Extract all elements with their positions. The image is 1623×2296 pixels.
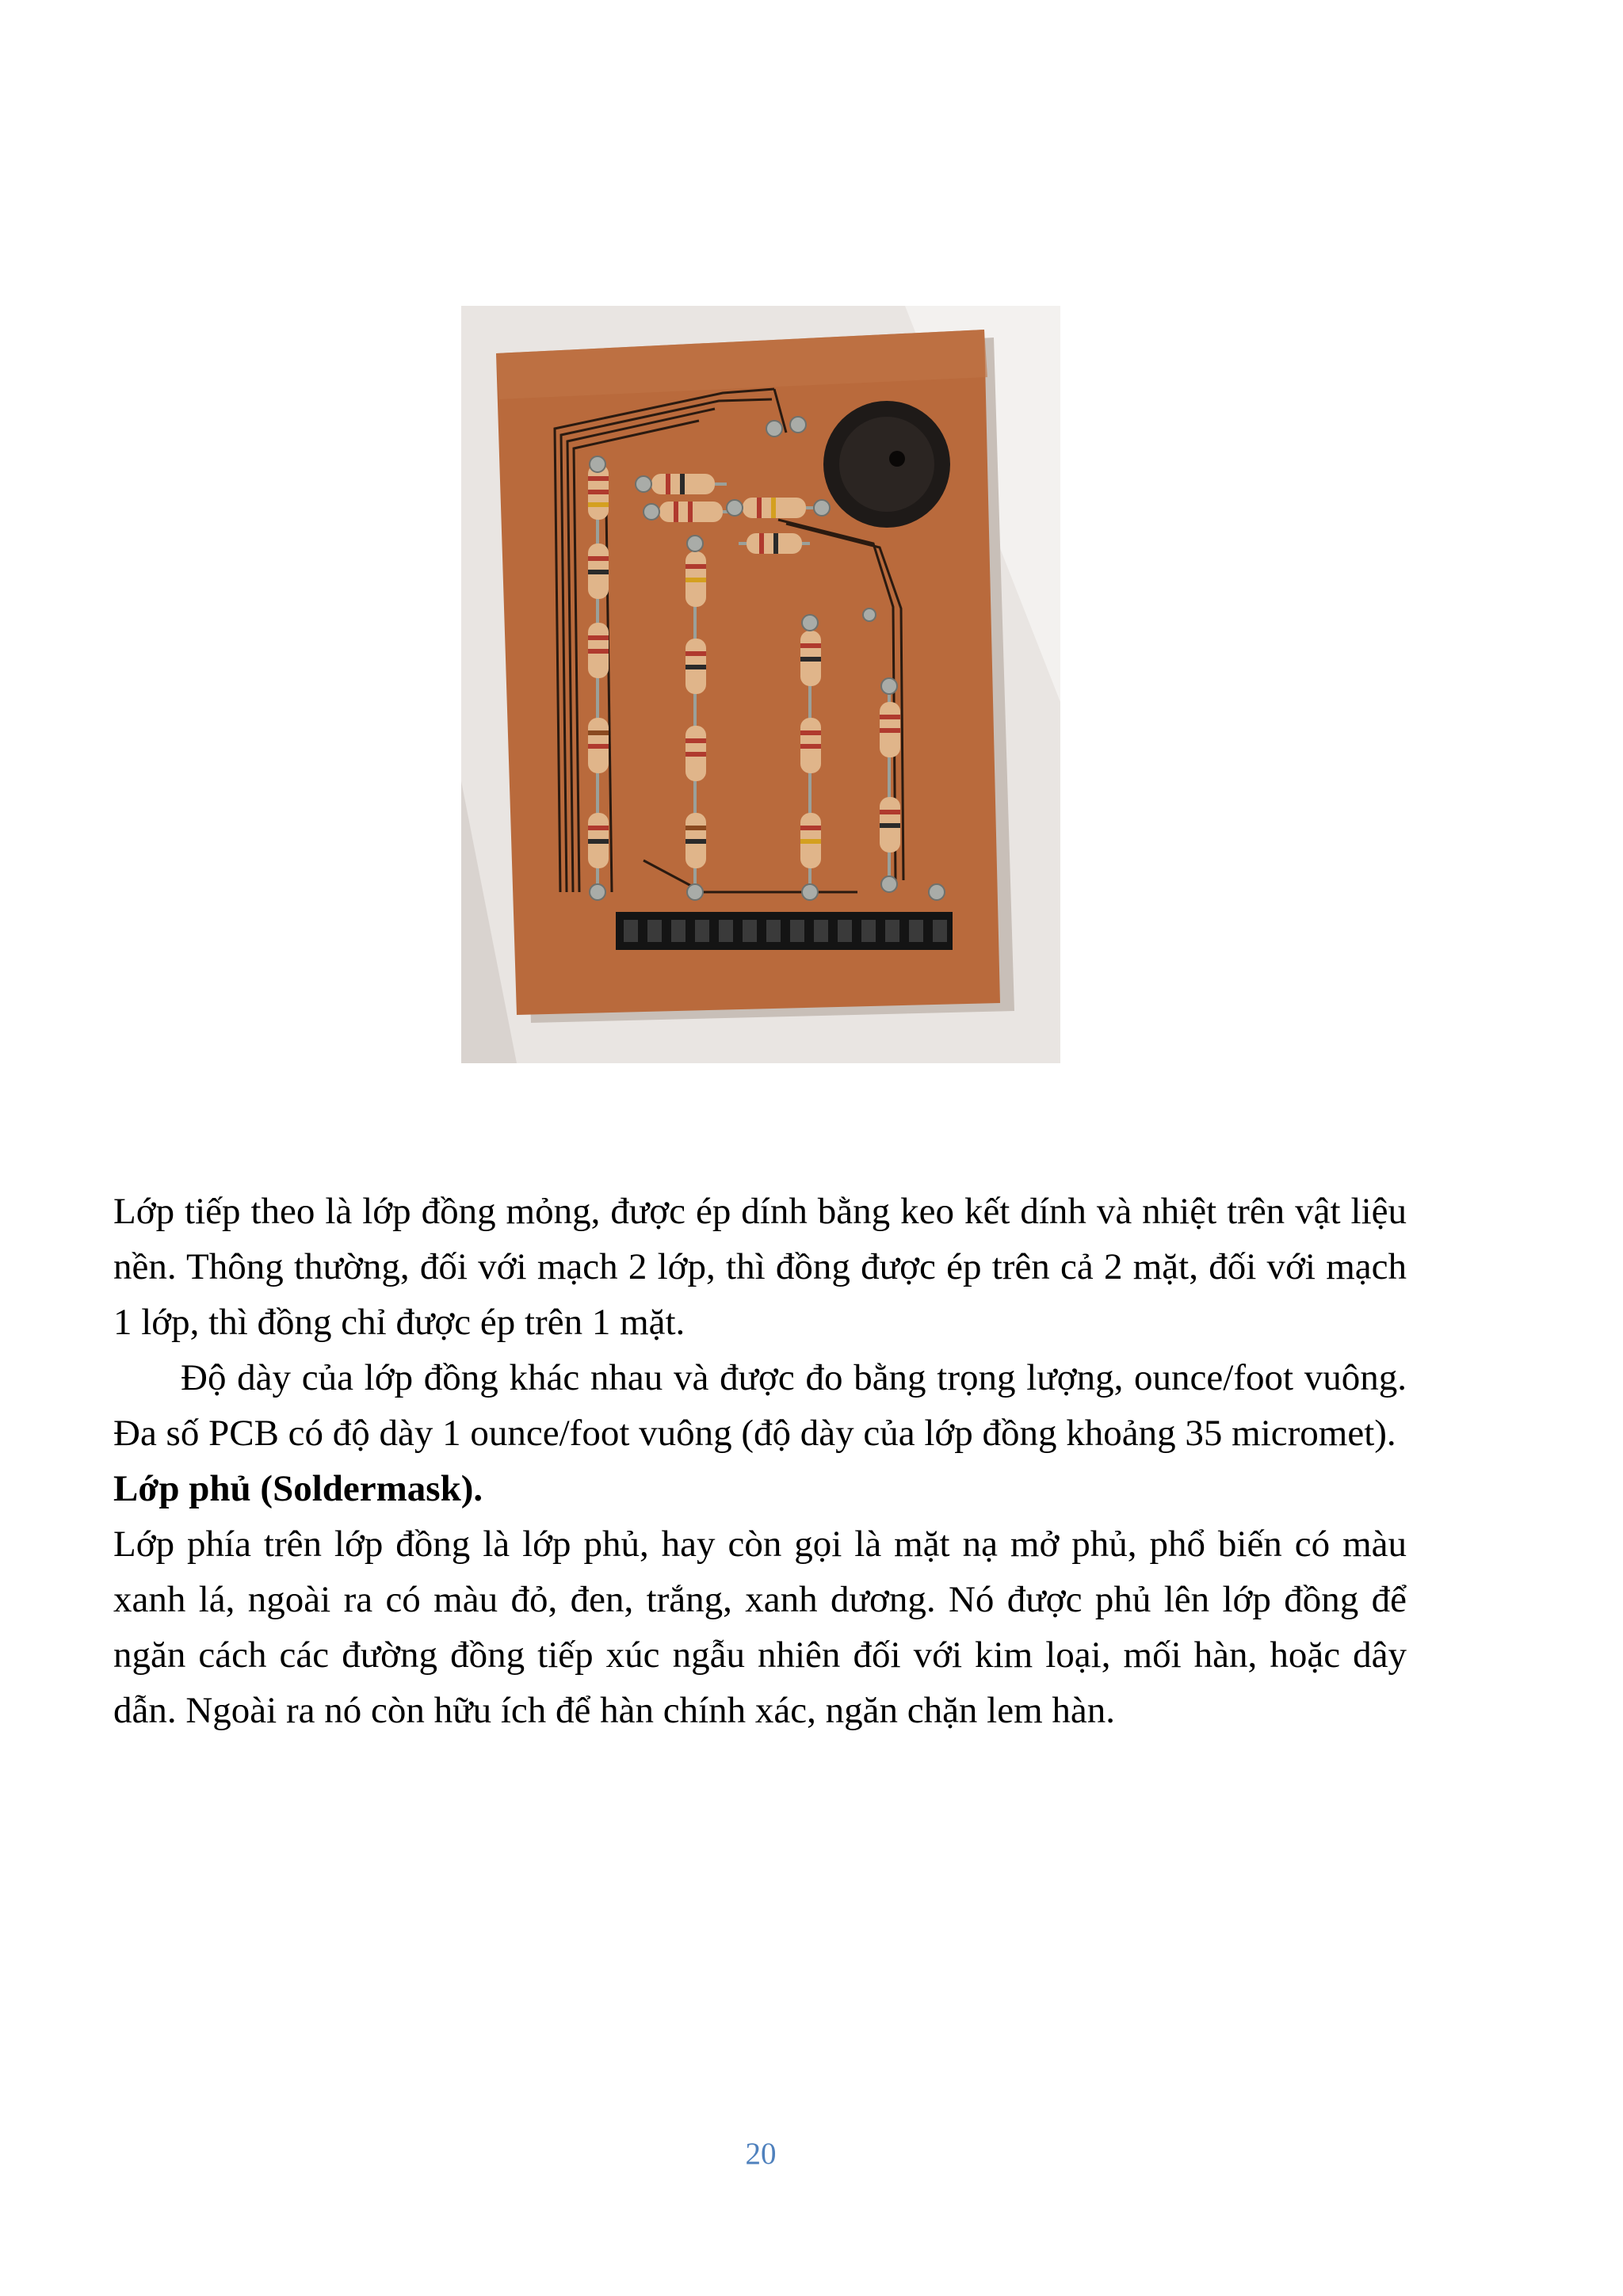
page-number: 20: [745, 2137, 777, 2171]
pcb-photo: [461, 306, 1060, 1063]
paragraph-copper-thickness: Độ dày của lớp đồng khác nhau và được đo bằng trọng lượng, ounce/foot vuông. Đa số PCB có độ dày 1 ounce/foot vuông (độ dày của lớp đồng khoảng 35 micromet).: [113, 1357, 1407, 1454]
paragraph-soldermask: Lớp phía trên lớp đồng là lớp phủ, hay còn gọi là mặt nạ mở phủ, phổ biến có màu xanh lá, ngoài ra có màu đỏ, đen, trắng, xanh dương. Nó được phủ lên lớp đồng để ngăn cách các đường đồng tiếp xúc ngẫu nhiên đối với kim loại, mối hàn, hoặc dây dẫn. Ngoài ra nó còn hữu ích để hàn chính xác, ngăn chặn lem hàn.: [113, 1524, 1407, 1731]
pin-header: [616, 912, 953, 950]
section-heading-soldermask: Lớp phủ (Soldermask).: [113, 1468, 483, 1509]
body-text: [113, 1184, 1407, 1738]
paragraph-copper-layer: Lớp tiếp theo là lớp đồng mỏng, được ép dính bằng keo kết dính và nhiệt trên vật liệu nền. Thông thường, đối với mạch 2 lớp, thì đồng được ép trên cả 2 mặt, đối với mạch 1 lớp, thì đồng chỉ được ép trên 1 mặt.: [113, 1191, 1407, 1343]
